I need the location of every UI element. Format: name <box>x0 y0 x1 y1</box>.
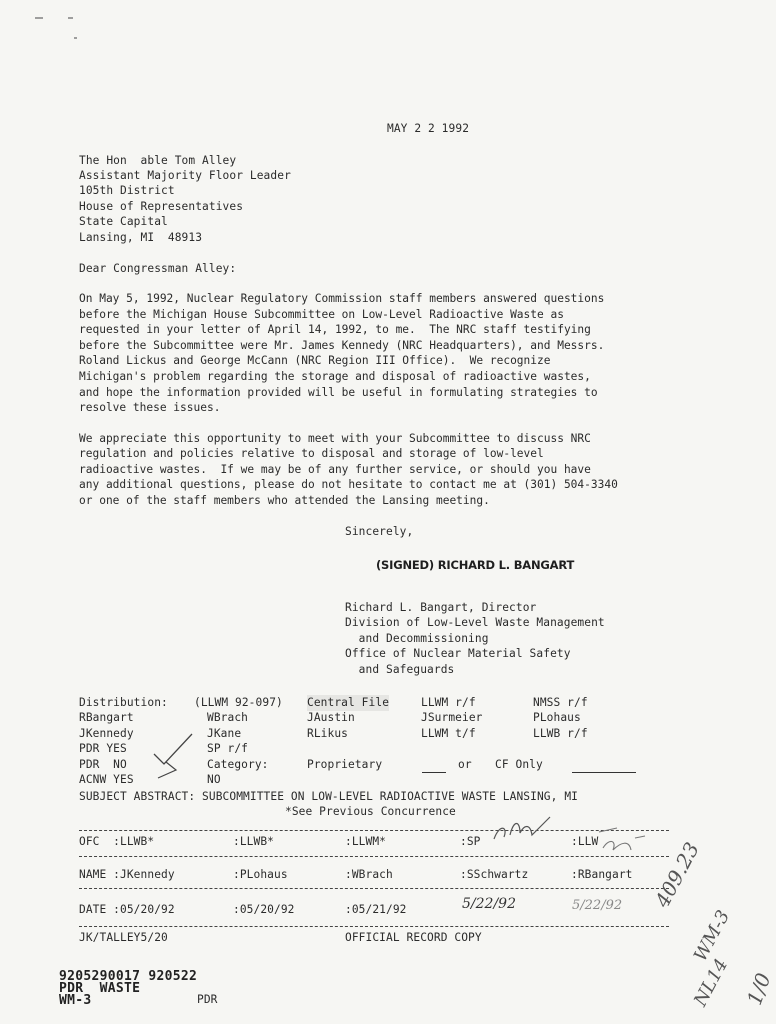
handwritten-date-llw: 5/22/92 <box>572 898 623 913</box>
signature-line: Richard L. Bangart, Director <box>345 601 537 614</box>
body-line: On May 5, 1992, Nuclear Regulatory Commission staff members answered questions <box>79 292 605 305</box>
body-line: any additional questions, please do not hesitate to contact me at (301) 504-3340 <box>79 478 618 491</box>
distribution-llwm-rf: LLWM r/f <box>421 696 476 709</box>
subject-abstract: SUBJECT ABSTRACT: SUBCOMMITTEE ON LOW-LEVEL RADIOACTIVE WASTE LANSING, MI <box>79 790 578 803</box>
distribution-name: PLohaus <box>533 711 581 724</box>
body-line: before the Subcommittee were Mr. James Kennedy (NRC Headquarters), and Messrs. <box>79 339 605 352</box>
initials-scribble-icon <box>490 813 560 843</box>
pdr-no-label: PDR NO <box>79 758 127 771</box>
date-cell: :05/21/92 <box>345 903 407 916</box>
or-label: or <box>458 758 472 771</box>
ofc-cell: :LLW <box>571 835 599 848</box>
salutation: Dear Congressman Alley: <box>79 262 237 275</box>
footer-code: 9205290017 920522 <box>59 969 198 984</box>
distribution-central-file: Central File <box>307 696 390 709</box>
closing: Sincerely, <box>345 525 414 538</box>
date-cell: DATE :05/20/92 <box>79 903 175 916</box>
file-id: JK/TALLEY5/20 <box>79 931 168 944</box>
body-line: resolve these issues. <box>79 401 221 414</box>
address-line: Assistant Majority Floor Leader <box>79 169 291 182</box>
proprietary-label: Proprietary <box>307 758 383 771</box>
handwritten-note: 409.23 <box>650 838 705 912</box>
initials-scribble-icon <box>595 818 655 858</box>
body-line: or one of the staff members who attended the Lansing meeting. <box>79 494 490 507</box>
distribution-name: LLWM t/f <box>421 727 476 740</box>
signature-line: Office of Nuclear Material Safety <box>345 647 571 660</box>
distribution-name: LLWB r/f <box>533 727 588 740</box>
distribution-name: WBrach <box>207 711 249 724</box>
table-rule <box>79 830 669 831</box>
ofc-cell: OFC :LLWB* <box>79 835 155 848</box>
address-line: Lansing, MI 48913 <box>79 231 203 244</box>
distribution-label: Distribution: <box>79 696 168 709</box>
signature-line: and Safeguards <box>345 663 455 676</box>
acnw-yes-label: ACNW YES <box>79 773 134 786</box>
name-cell: :PLohaus <box>233 868 288 881</box>
name-cell: :RBangart <box>571 868 633 881</box>
no-label: NO <box>207 773 221 786</box>
name-cell: :SSchwartz <box>460 868 529 881</box>
scan-speck <box>74 37 77 39</box>
body-line: before the Michigan House Subcommittee on Low-Level Radioactive Waste as <box>79 308 564 321</box>
body-line: Roland Lickus and George McCann (NRC Region III Office). We recognize <box>79 354 551 367</box>
official-record-copy: OFFICIAL RECORD COPY <box>345 931 482 944</box>
table-rule <box>79 856 669 857</box>
body-line: Michigan's problem regarding the storage and disposal of radioactive wastes, <box>79 370 591 383</box>
ofc-cell: :SP <box>460 835 481 848</box>
signature-line: and Decommissioning <box>345 632 489 645</box>
distribution-code: (LLWM 92-097) <box>194 696 283 709</box>
handwritten-date-sp: 5/22/92 <box>462 896 516 912</box>
distribution-name: JKane <box>207 727 242 740</box>
signature-line: Division of Low-Level Waste Management <box>345 616 605 629</box>
name-cell: :WBrach <box>345 868 393 881</box>
handwritten-note: 1/0 <box>742 969 776 1009</box>
concurrence-note: *See Previous Concurrence <box>285 805 456 818</box>
handwritten-note: WM-3 <box>690 906 735 965</box>
signed-stamp: (SIGNED) RICHARD L. BANGART <box>376 558 575 572</box>
body-line: We appreciate this opportunity to meet with your Subcommittee to discuss NRC <box>79 432 591 445</box>
address-line: State Capital <box>79 215 168 228</box>
footer-code: PDR WASTE <box>59 981 141 996</box>
name-cell: NAME :JKennedy <box>79 868 175 881</box>
ofc-cell: :LLWM* <box>345 835 387 848</box>
distribution-name: JAustin <box>307 711 355 724</box>
body-line: regulation and policies relative to disposal and storage of low-level <box>79 447 544 460</box>
distribution-name: RBangart <box>79 711 134 724</box>
address-line: 105th District <box>79 184 175 197</box>
table-rule <box>79 888 669 889</box>
distribution-name: JKennedy <box>79 727 134 740</box>
scan-speck <box>68 17 73 19</box>
cf-only-blank <box>572 772 636 773</box>
body-line: and hope the information provided will be useful in formulating strategies to <box>79 386 598 399</box>
distribution-name: JSurmeier <box>421 711 483 724</box>
sp-rf-label: SP r/f <box>207 742 249 755</box>
table-rule <box>79 926 669 927</box>
body-line: radioactive wastes. If we may be of any further service, or should you have <box>79 463 591 476</box>
address-line: House of Representatives <box>79 200 244 213</box>
distribution-name: RLikus <box>307 727 349 740</box>
body-line: requested in your letter of April 14, 1992, to me. The NRC staff testifying <box>79 323 591 336</box>
date-cell: :05/20/92 <box>233 903 295 916</box>
check-marks-icon <box>148 732 208 782</box>
ofc-cell: :LLWB* <box>233 835 275 848</box>
proprietary-blank <box>422 772 446 773</box>
pdr-yes-label: PDR YES <box>79 742 127 755</box>
footer-code: PDR <box>197 993 218 1006</box>
handwritten-note: NL14 <box>690 955 733 1010</box>
address-line: The Hon able Tom Alley <box>79 154 237 167</box>
category-label: Category: <box>207 758 269 771</box>
cf-only-label: CF Only <box>495 758 543 771</box>
distribution-nmss-rf: NMSS r/f <box>533 696 588 709</box>
footer-code: WM-3 <box>59 993 92 1008</box>
letter-date: MAY 2 2 1992 <box>387 122 470 135</box>
scan-speck <box>35 17 43 19</box>
